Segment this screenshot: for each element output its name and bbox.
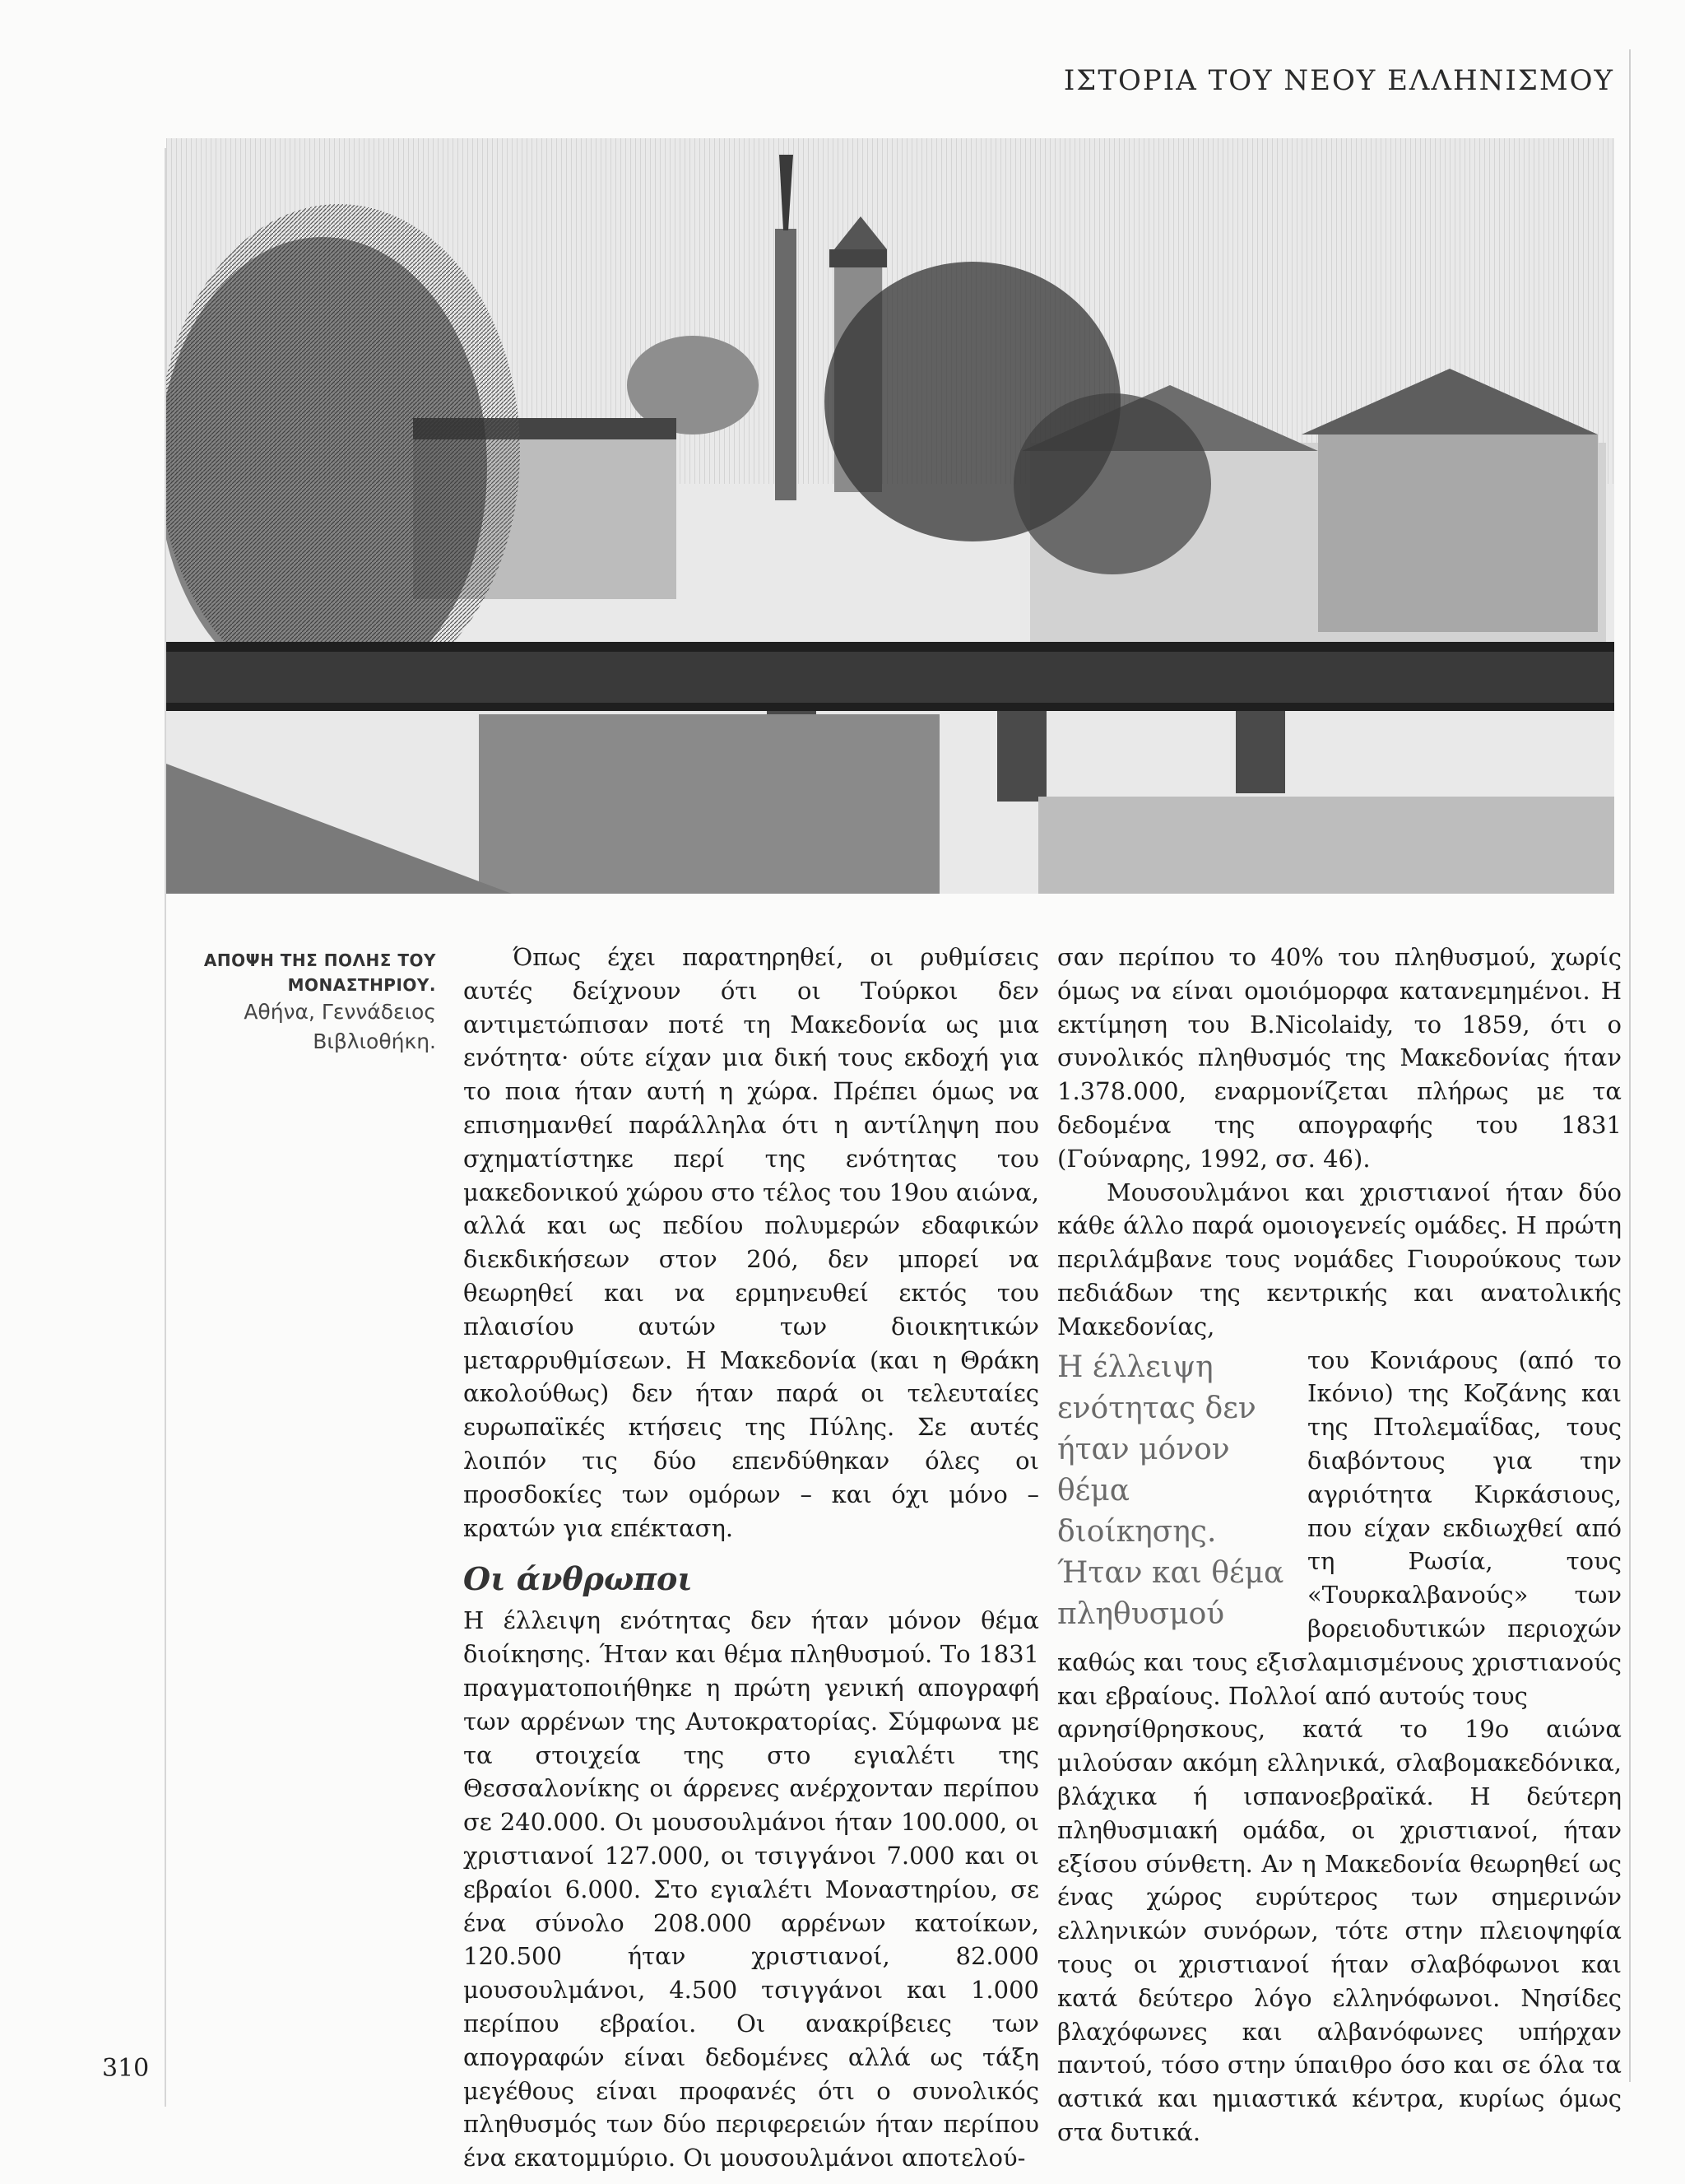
- figure-caption: [173, 948, 436, 1057]
- right-text-column: [1057, 941, 1622, 2149]
- body-paragraph: του Κονιάρους (από το Ικόνιο) της Κοζάνης και της Πτολεμαΐδας, τους διαβόντους για την αγριότητα Κιρκάσιους, που είχαν εκδιωχθεί από τη Ρωσία, τους «Τουρκαλβανούς» των βορειοδυτικών περιοχών καθώς και τους εξισλαμισμένους χριστιανούς και εβραίους. Πολλοί από αυτούς τους: [1057, 1345, 1622, 1710]
- engraving-illustration: [166, 138, 1614, 894]
- body-paragraph: σαν περίπου το 40% του πληθυσμού, χωρίς όμως να είναι ομοιόμορφα κατανεμημένοι. Η εκτίμηση του B.Nicolaidy, το 1859, ότι ο συνολικός πληθυσμός της Μακεδονίας ήταν 1.378.000, εναρμονίζεται πλήρως με τα δεδομένα της απογραφής του 1831 (Γούναρης, 1992, σσ. 46).: [1057, 943, 1622, 1173]
- section-heading: Οι άνθρωποι: [463, 1560, 693, 1598]
- right-margin-rule: [1629, 49, 1631, 2082]
- body-paragraph: αρνησίθρησκους, κατά το 19ο αιώνα μιλούσαν ακόμη ελληνικά, σλαβομακεδόνικα, βλάχικα ή ισπανοεβραϊκά. Η δεύτερη πληθυσμιακή ομάδα, οι χριστιανοί, ήταν εξίσου σύνθετη. Αν η Μακεδονία θεωρηθεί ως ένας χώρος ευρύτερος των σημερινών ελληνικών συνόρων, τότε στην πλειοψηφία τους οι χριστιανοί ήταν σλαβόφωνοι και κατά δεύτερο λόγο ελληνόφωνοι. Νησίδες βλαχόφωνες και αλβανόφωνες υπήρχαν παντού, τόσο στην ύπαιθρο όσο και σε όλα τα αστικά και ημιαστικά κέντρα, κυρίως όμως στα δυτικά.: [1057, 1715, 1622, 2146]
- caption-credit-line: Αθήνα, Γεννάδειος: [244, 1000, 436, 1024]
- caption-credit-line: Βιβλιοθήκη.: [313, 1029, 436, 1053]
- body-paragraph: Η έλλειψη ενότητας δεν ήταν μόνον θέμα διοίκησης. Ήταν και θέμα πληθυσμού. Το 1831 πραγματοποιήθηκε η πρώτη γενική απογραφή των αρρένων της Αυτοκρατορίας. Σύμφωνα με τα στοιχεία της στο εγιαλέτι της Θεσσαλονίκης οι άρρενες ανέρχονταν περίπου σε 240.000. Οι μουσουλμάνοι ήταν 100.000, οι χριστιανοί 127.000, οι τσιγγάνοι 7.000 και οι εβραίοι 6.000. Στο εγιαλέτι Μοναστηρίου, σε ένα σύνολο 208.000 αρρένων κατοίκων, 120.500 ήταν χριστιανοί, 82.000 μουσουλμάνοι, 4.500 τσιγγάνοι και 1.000 περίπου εβραίοι. Οι ανακρίβειες των απογραφών είναι δεδομένες αλλά ως τάξη μεγέθους είναι προφανές ότι ο συνολικός πληθυσμός των δύο περιφερειών ήταν περίπου ένα εκατομμύριο. Οι μουσουλμάνοι αποτελού-: [463, 1606, 1039, 2172]
- caption-title-line: ΜΟΝΑΣΤΗΡΙΟΥ.: [287, 975, 436, 995]
- caption-title-line: ΑΠΟΨΗ ΤΗΣ ΠΟΛΗΣ ΤΟΥ: [203, 950, 436, 970]
- page-number: 310: [102, 2054, 150, 2083]
- pull-quote: Η έλλειψη ενότητας δεν ήταν μόνον θέμα διοίκησης. Ήταν και θέμα πληθυσμού: [1057, 1350, 1284, 1631]
- left-text-column: [463, 941, 1039, 2175]
- body-paragraph: Μουσουλμάνοι και χριστιανοί ήταν δύο κάθε άλλο παρά ομοιογενείς ομάδες. Η πρώτη περιλάμβανε τους νομάδες Γιουρούκους των πεδιάδων της κεντρικής και ανατολικής Μακεδονίας,: [1057, 1178, 1622, 1341]
- body-paragraph: Όπως έχει παρατηρηθεί, οι ρυθμίσεις αυτές δείχνουν ότι οι Τούρκοι δεν αντιμετώπισαν ποτέ τη Μακεδονία ως μια ενότητα· ούτε είχαν μια δική τους εκδοχή για το ποια ήταν αυτή η χώρα. Πρέπει όμως να επισημανθεί παράλληλα ότι η αντίληψη που σχηματίστηκε περί της ενότητας του μακεδονικού χώρου στο τέλος του 19ου αιώνα, αλλά και ως πεδίου πολυμερών εδαφικών διεκδικήσεων στον 20ό, δεν μπορεί να θεωρηθεί και να ερμηνευθεί εκτός του πλαισίου αυτών των διοικητικών μεταρρυθμίσεων. Η Μακεδονία (και η Θράκη ακολούθως) δεν ήταν παρά οι τελευταίες ευρωπαϊκές κτήσεις της Πύλης. Σε αυτές λοιπόν τις δύο επενδύθηκαν όλες οι προσδοκίες των ομόρων – και όχι μόνο – κρατών για επέκταση.: [463, 943, 1039, 1542]
- running-header: ΙΣΤΟΡΙΑ ΤΟΥ ΝΕΟΥ ΕΛΛΗΝΙΣΜΟΥ: [1063, 64, 1614, 97]
